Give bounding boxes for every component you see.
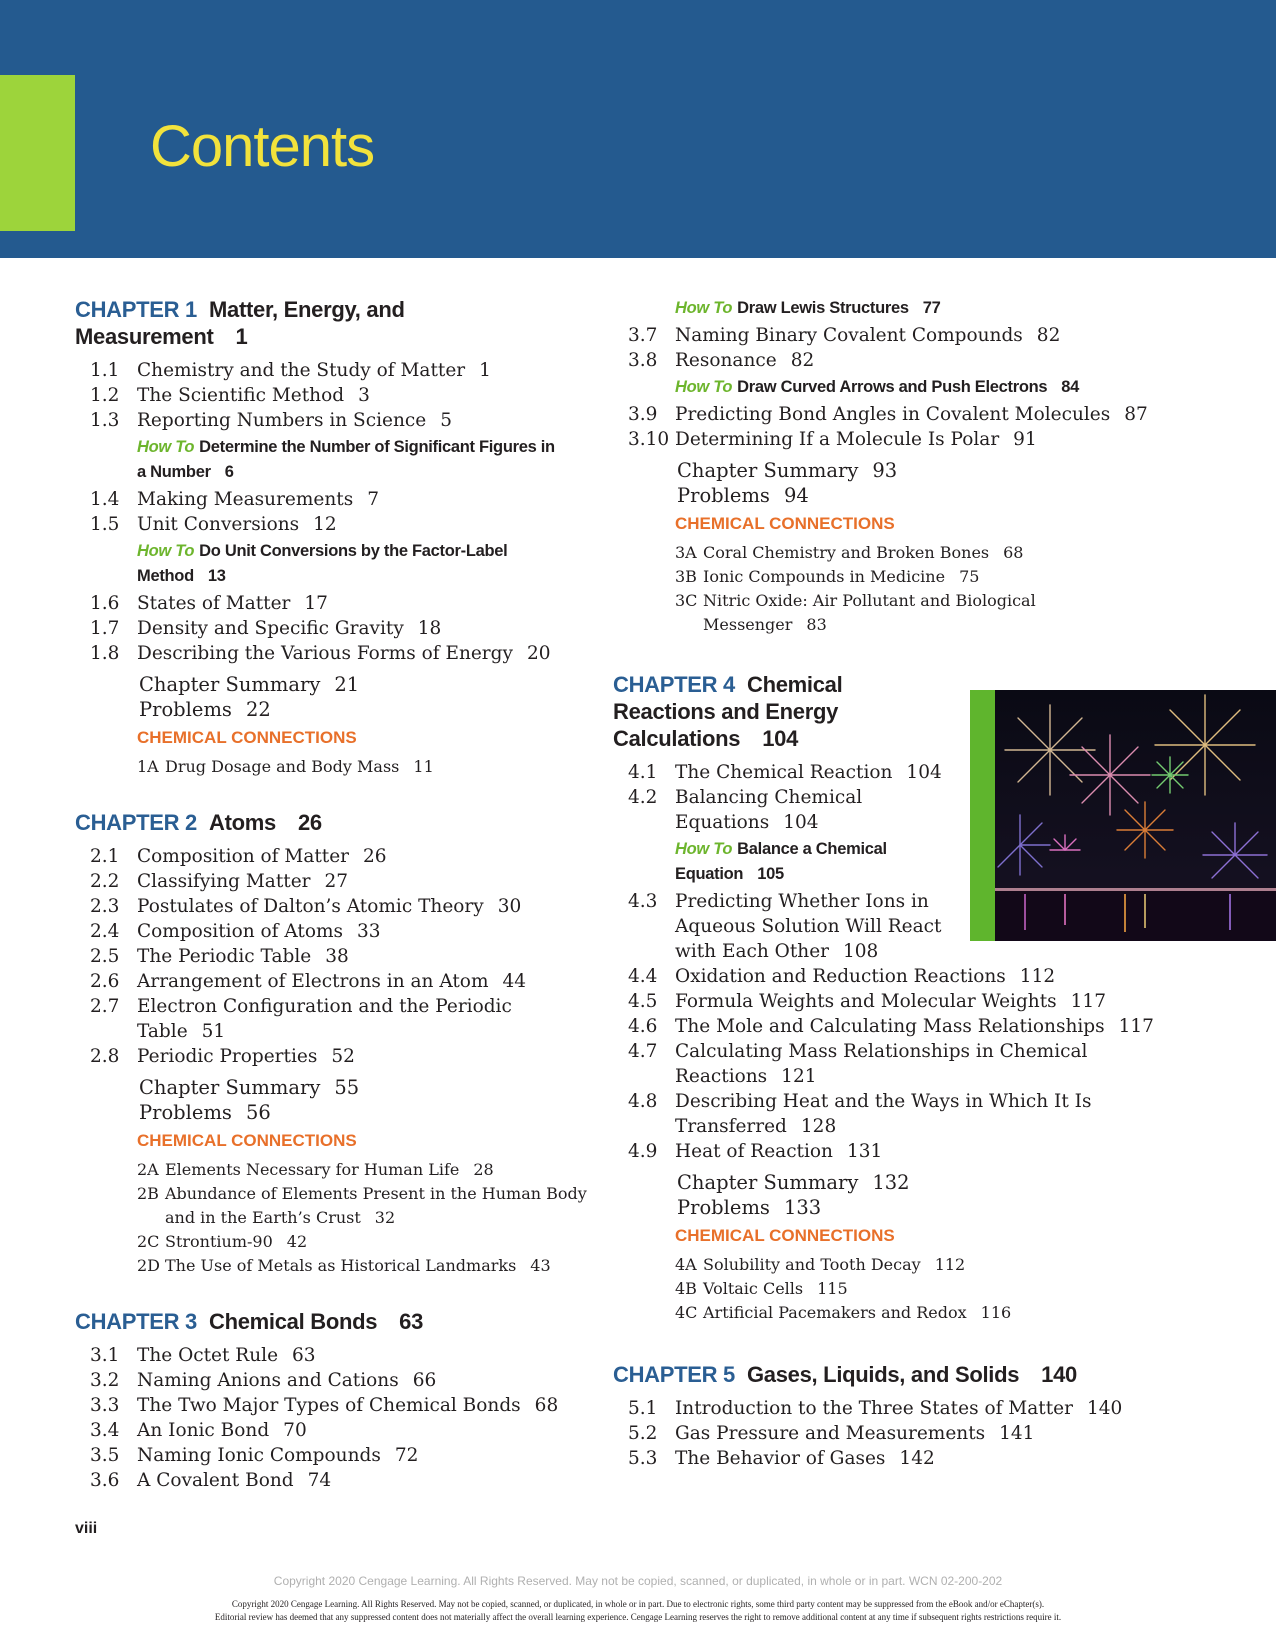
section-entry: 2.5 The Periodic Table 38 [90,946,349,967]
chapter-label: CHAPTER 1 [75,297,197,322]
chapter-summary-entry: Chapter Summary 55 [139,1076,360,1099]
chapter-page: 140 [1041,1362,1077,1387]
chemical-connection-entry: 2D The Use of Metals as Historical Landmarks 43 [137,1256,551,1275]
section-entry: 2.6 Arrangement of Electrons in an Atom 44 [90,971,527,992]
chemical-connection-entry: 3B Ionic Compounds in Medicine 75 [675,567,980,586]
section-entry: 3.10 Determining If a Molecule Is Polar 91 [628,429,1037,450]
chapter-title-cont: Calculations [613,726,741,751]
section-entry: 1.7 Density and Specific Gravity 18 [90,618,442,639]
chapter-label: CHAPTER 3 [75,1309,197,1334]
chemical-connections-heading: CHEMICAL CONNECTIONS [137,728,357,747]
chapter-summary-entry: Chapter Summary 93 [677,459,898,482]
section-entry: 4.2 Balancing Chemical Equations 104 [628,787,863,833]
chapter-title: Matter, Energy, and [209,297,405,322]
how-to-entry: How To Draw Lewis Structures 77 [675,299,941,317]
chapter-1-heading [75,296,595,350]
section-entry: 3.4 An Ionic Bond 70 [90,1420,307,1441]
chemical-connections-heading: CHEMICAL CONNECTIONS [137,1131,357,1150]
chemical-connections-heading: CHEMICAL CONNECTIONS [675,1226,895,1245]
chapter-label: CHAPTER 2 [75,810,197,835]
chemical-connection-entry: 3A Coral Chemistry and Broken Bones 68 [675,543,1024,562]
section-entry: 1.4 Making Measurements 7 [90,489,379,510]
section-entry: 2.3 Postulates of Dalton’s Atomic Theory 30 [90,896,522,917]
section-entry: 1.6 States of Matter 17 [90,593,328,614]
section-entry: 3.1 The Octet Rule 63 [90,1345,316,1366]
toc-left-column [75,296,595,1493]
section-entry: 2.2 Classifying Matter 27 [90,871,349,892]
chapter-page: 1 [235,324,248,349]
problems-entry: Problems 133 [677,1196,822,1219]
section-entry: 2.4 Composition of Atoms 33 [90,921,381,942]
chemical-connection-entry: 1A Drug Dosage and Body Mass 11 [137,757,434,776]
page-title: Contents [150,114,375,179]
section-entry: 2.8 Periodic Properties 52 [90,1046,355,1067]
copyright-notice: Copyright 2020 Cengage Learning. All Rights Reserved. May not be copied, scanned, or duplicated, in whole or in part. Due to electronic rights, some third party content may be suppressed from the eBook and/or eChapter(s). Editorial review has deemed that any suppressed content does not materially affect the overall learning experience. Cengage Learning reserves the right to remove additional content at any time if subsequent rights restrictions require it. [214,1599,1062,1622]
chapter-title: Atoms [209,810,276,835]
chemical-connection-entry: 2B Abundance of Elements Present in the Human Body and in the Earth’s Crust 32 [137,1184,587,1227]
chemical-connections-heading: CHEMICAL CONNECTIONS [675,514,895,533]
chemical-connection-entry: 4A Solubility and Tooth Decay 112 [675,1255,966,1274]
chapter-5-heading [613,1361,1213,1388]
section-entry: 1.2 The Scientific Method 3 [90,385,370,406]
chapter-2-heading [75,809,595,836]
page-number: viii [75,1520,98,1537]
fireworks-image [995,690,1276,941]
chapter-title: Gases, Liquids, and Solids [747,1362,1020,1387]
how-to-entry: How To Balance a Chemical Equation 105 [675,840,887,883]
section-entry: 3.9 Predicting Bond Angles in Covalent Molecules 87 [628,404,1148,425]
chemical-connection-entry: 2A Elements Necessary for Human Life 28 [137,1160,494,1179]
accent-block [0,75,75,231]
problems-entry: Problems 22 [139,698,271,721]
chapter-title: Chemical [747,672,843,697]
chapter-page: 63 [399,1309,424,1334]
section-entry: 3.8 Resonance 82 [628,350,815,371]
section-entry: 3.6 A Covalent Bond 74 [90,1470,332,1491]
how-to-entry: How To Draw Curved Arrows and Push Electrons 84 [675,378,1080,396]
chapter-summary-entry: Chapter Summary 132 [677,1171,910,1194]
section-entry: 4.1 The Chemical Reaction 104 [628,762,942,783]
chapter-title-cont: Reactions and Energy [613,699,839,724]
how-to-entry: How To Determine the Number of Significant Figures in a Number 6 [137,438,555,481]
chapter-title: Chemical Bonds [209,1309,378,1334]
section-entry: 4.7 Calculating Mass Relationships in Chemical Reactions 121 [628,1041,1088,1087]
chapter-title-cont: Measurement [75,324,214,349]
chemical-connection-entry: 4B Voltaic Cells 115 [675,1279,848,1298]
chapter-3-heading [75,1308,595,1335]
section-entry: 1.8 Describing the Various Forms of Energy 20 [90,643,551,664]
chemical-connection-entry: 3C Nitric Oxide: Air Pollutant and Biological Messenger 83 [675,591,1036,634]
section-entry: 4.8 Describing Heat and the Ways in Which It Is Transferred 128 [628,1091,1092,1137]
chemical-connection-entry: 4C Artificial Pacemakers and Redox 116 [675,1303,1012,1322]
chemical-connection-entry: 2C Strontium-90 42 [137,1232,308,1251]
chapter-label: CHAPTER 4 [613,672,735,697]
section-entry: 2.7 Electron Configuration and the Periodic Table 51 [90,996,512,1042]
section-entry: 3.7 Naming Binary Covalent Compounds 82 [628,325,1061,346]
chapter-page: 26 [297,810,322,835]
section-entry: 3.2 Naming Anions and Cations 66 [90,1370,437,1391]
chapter-summary-entry: Chapter Summary 21 [139,673,360,696]
section-entry: 4.9 Heat of Reaction 131 [628,1141,883,1162]
section-entry: 1.1 Chemistry and the Study of Matter 1 [90,360,491,381]
copyright-watermark: Copyright 2020 Cengage Learning. All Rights Reserved. May not be copied, scanned, or duplicated, in whole or in part. WCN 02-200-202 [273,1574,1003,1588]
section-entry: 1.3 Reporting Numbers in Science 5 [90,410,452,431]
section-entry: 2.1 Composition of Matter 26 [90,846,387,867]
section-entry: 4.5 Formula Weights and Molecular Weights 117 [628,991,1106,1012]
section-entry: 5.1 Introduction to the Three States of Matter 140 [628,1398,1123,1419]
section-entry: 3.3 The Two Major Types of Chemical Bonds 68 [90,1395,559,1416]
problems-entry: Problems 56 [139,1101,271,1124]
section-entry: 4.3 Predicting Whether Ions in Aqueous Solution Will React with Each Other 108 [628,891,942,962]
section-entry: 3.5 Naming Ionic Compounds 72 [90,1445,419,1466]
problems-entry: Problems 94 [677,484,809,507]
chapter-page: 104 [762,726,799,751]
fireworks-photo [970,690,1276,941]
section-entry: 5.3 The Behavior of Gases 142 [628,1448,935,1469]
section-entry: 5.2 Gas Pressure and Measurements 141 [628,1423,1035,1444]
section-entry: 4.6 The Mole and Calculating Mass Relationships 117 [628,1016,1154,1037]
section-entry: 4.4 Oxidation and Reduction Reactions 112 [628,966,1056,987]
chapter-label: CHAPTER 5 [613,1362,735,1387]
how-to-entry: How To Do Unit Conversions by the Factor-Label Method 13 [137,542,508,585]
section-entry: 1.5 Unit Conversions 12 [90,514,337,535]
